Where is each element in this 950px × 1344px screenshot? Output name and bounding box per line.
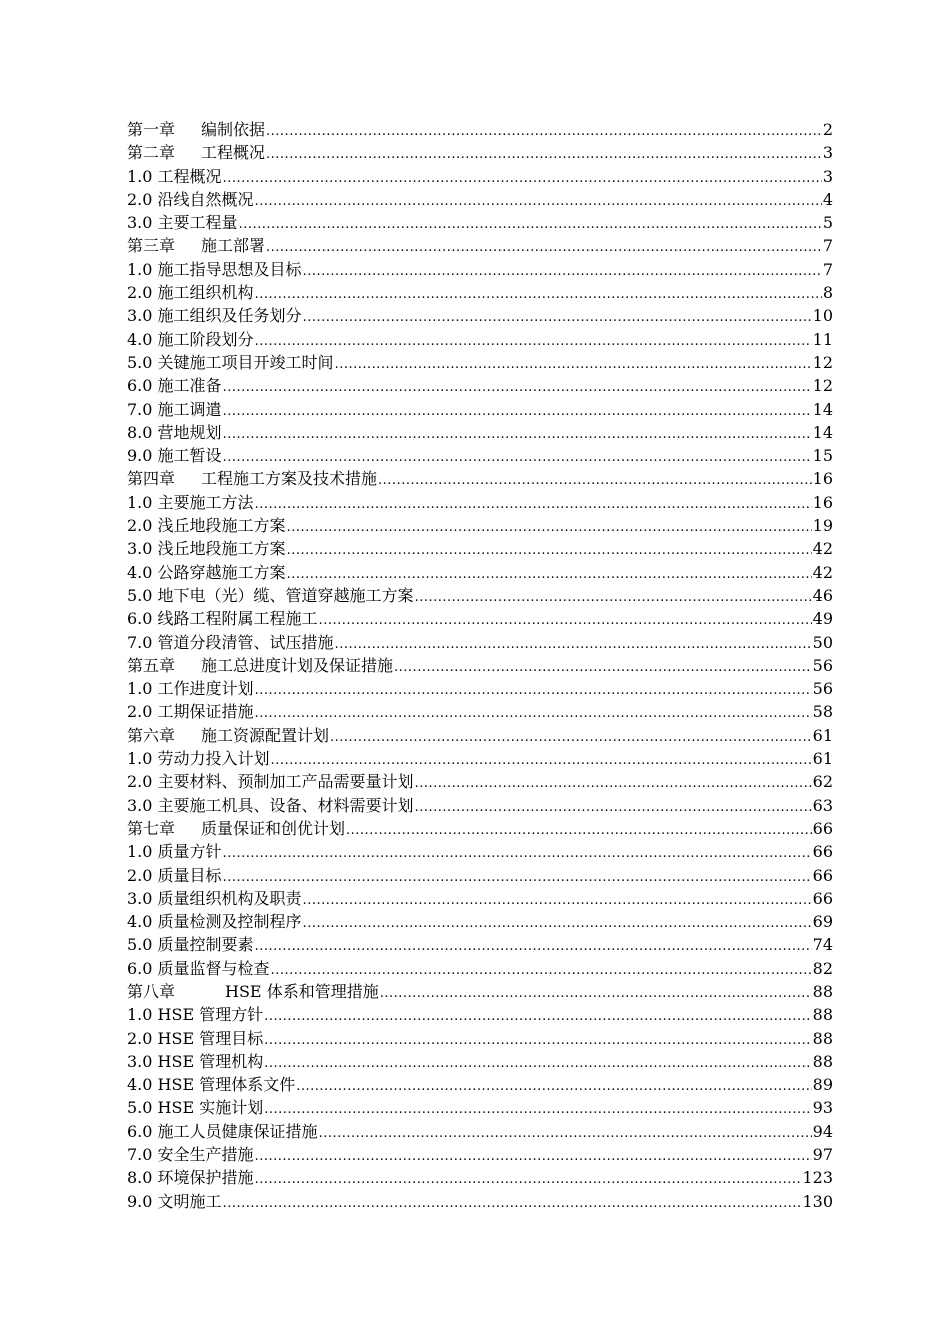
toc-entry-number: 1.0 bbox=[127, 749, 153, 769]
toc-entry-number: 5.0 bbox=[127, 585, 153, 605]
toc-dot-leader bbox=[264, 1052, 811, 1075]
toc-dot-leader bbox=[223, 167, 822, 190]
toc-section-entry[interactable] bbox=[127, 351, 833, 374]
toc-entry-number: 8.0 bbox=[127, 422, 153, 442]
toc-page-number: 19 bbox=[812, 516, 833, 536]
toc-entry-number: 第三章 bbox=[127, 236, 176, 256]
toc-entry-text: 环境保护措施 bbox=[157, 1168, 254, 1188]
toc-chapter-entry[interactable] bbox=[127, 118, 833, 141]
toc-section-entry[interactable] bbox=[127, 281, 833, 304]
toc-entry-text: 主要施工机具、设备、材料需要计划 bbox=[157, 795, 414, 815]
toc-page-number: 15 bbox=[812, 446, 833, 466]
toc-section-entry[interactable] bbox=[127, 328, 833, 351]
toc-entry-number: 第五章 bbox=[127, 655, 176, 675]
toc-entry-number: 5.0 bbox=[127, 935, 153, 955]
toc-entry-number: 5.0 bbox=[127, 352, 153, 372]
toc-entry-text: 施工调遣 bbox=[157, 399, 222, 419]
toc-dot-leader bbox=[223, 1192, 802, 1215]
toc-entry-number: 4.0 bbox=[127, 912, 153, 932]
toc-section-entry[interactable] bbox=[127, 933, 833, 956]
toc-entry-title bbox=[127, 677, 254, 700]
toc-page-number: 4 bbox=[822, 189, 833, 209]
toc-dot-leader bbox=[415, 796, 812, 819]
toc-section-entry[interactable] bbox=[127, 957, 833, 980]
toc-entry-title bbox=[127, 165, 222, 188]
toc-entry-title bbox=[127, 794, 414, 817]
toc-page-number: 5 bbox=[822, 213, 833, 233]
toc-entry-number: 3.0 bbox=[127, 306, 153, 326]
toc-entry-title bbox=[127, 724, 329, 747]
toc-dot-leader bbox=[223, 400, 812, 423]
toc-entry-number: 4.0 bbox=[127, 329, 153, 349]
toc-entry-title bbox=[127, 1096, 263, 1119]
toc-entry-title bbox=[127, 141, 265, 164]
toc-dot-leader bbox=[378, 469, 812, 492]
toc-entry-text: 工期保证措施 bbox=[157, 702, 254, 722]
toc-entry-number: 7.0 bbox=[127, 632, 153, 652]
toc-dot-leader bbox=[264, 1098, 811, 1121]
toc-entry-title bbox=[127, 770, 414, 793]
toc-entry-number: 6.0 bbox=[127, 958, 153, 978]
toc-entry-title bbox=[127, 864, 222, 887]
toc-section-entry[interactable] bbox=[127, 1166, 833, 1189]
toc-section-entry[interactable] bbox=[127, 1027, 833, 1050]
toc-page-number: 89 bbox=[812, 1075, 833, 1095]
toc-page-number: 93 bbox=[812, 1098, 833, 1118]
toc-section-entry[interactable] bbox=[127, 607, 833, 630]
toc-entry-text: HSE 实施计划 bbox=[157, 1098, 264, 1118]
toc-dot-leader bbox=[255, 1145, 812, 1168]
toc-page-number: 49 bbox=[812, 609, 833, 629]
toc-entry-title bbox=[127, 398, 222, 421]
toc-dot-leader bbox=[223, 446, 812, 469]
toc-entry-number: 2.0 bbox=[127, 1028, 153, 1048]
toc-page-number: 11 bbox=[812, 329, 833, 349]
toc-section-entry[interactable] bbox=[127, 1096, 833, 1119]
toc-entry-title bbox=[127, 1073, 295, 1096]
toc-section-entry[interactable] bbox=[127, 584, 833, 607]
toc-entry-number: 第一章 bbox=[127, 120, 176, 139]
toc-entry-number: 2.0 bbox=[127, 772, 153, 792]
toc-entry-title bbox=[127, 188, 254, 211]
toc-page-number: 42 bbox=[812, 562, 833, 582]
toc-dot-leader bbox=[255, 935, 812, 958]
toc-section-entry[interactable] bbox=[127, 514, 833, 537]
toc-entry-text: 施工组织机构 bbox=[157, 283, 254, 303]
toc-page-number: 61 bbox=[812, 749, 833, 769]
toc-entry-number: 6.0 bbox=[127, 609, 153, 629]
toc-entry-text: 主要材料、预制加工产品需要量计划 bbox=[157, 772, 414, 792]
toc-entry-number: 第六章 bbox=[127, 725, 176, 745]
toc-entry-title bbox=[127, 374, 222, 397]
toc-entry-number: 4.0 bbox=[127, 1075, 153, 1095]
toc-dot-leader bbox=[380, 982, 812, 1005]
toc-entry-number: 3.0 bbox=[127, 539, 153, 559]
toc-entry-number: 3.0 bbox=[127, 1051, 153, 1071]
toc-section-entry[interactable] bbox=[127, 444, 833, 467]
toc-entry-number: 6.0 bbox=[127, 376, 153, 396]
toc-dot-leader bbox=[303, 306, 812, 329]
toc-entry-text: 主要施工方法 bbox=[157, 492, 254, 512]
toc-entry-number: 9.0 bbox=[127, 446, 153, 466]
toc-page-number: 130 bbox=[802, 1191, 833, 1211]
toc-entry-text: 质量检测及控制程序 bbox=[157, 912, 302, 932]
toc-entry-text: 公路穿越施工方案 bbox=[157, 562, 286, 582]
toc-section-entry[interactable] bbox=[127, 770, 833, 793]
toc-dot-leader bbox=[255, 283, 822, 306]
toc-page-number: 94 bbox=[812, 1121, 833, 1141]
toc-dot-leader bbox=[255, 190, 822, 213]
toc-chapter-entry[interactable] bbox=[127, 724, 833, 747]
toc-dot-leader bbox=[255, 493, 812, 516]
toc-entry-title bbox=[127, 631, 334, 654]
toc-chapter-entry[interactable] bbox=[127, 141, 833, 164]
toc-page-number: 12 bbox=[812, 352, 833, 372]
toc-dot-leader bbox=[346, 819, 812, 842]
toc-entry-title bbox=[127, 118, 265, 141]
toc-dot-leader bbox=[319, 1122, 812, 1145]
toc-section-entry[interactable] bbox=[127, 840, 833, 863]
toc-section-entry[interactable] bbox=[127, 421, 833, 444]
toc-page-number: 62 bbox=[812, 772, 833, 792]
toc-entry-title bbox=[127, 421, 222, 444]
toc-entry-title bbox=[127, 1003, 263, 1026]
toc-dot-leader bbox=[239, 213, 822, 236]
toc-page-number: 16 bbox=[812, 469, 833, 489]
toc-entry-title bbox=[127, 654, 393, 677]
toc-entry-title bbox=[127, 281, 254, 304]
toc-entry-number: 3.0 bbox=[127, 213, 153, 233]
toc-entry-text: 沿线自然概况 bbox=[157, 189, 254, 209]
toc-page-number: 12 bbox=[812, 376, 833, 396]
toc-entry-text: 劳动力投入计划 bbox=[157, 749, 270, 769]
toc-page-number: 66 bbox=[812, 865, 833, 885]
toc-entry-text: 浅丘地段施工方案 bbox=[157, 539, 286, 559]
toc-entry-title bbox=[127, 444, 222, 467]
toc-dot-leader bbox=[266, 120, 822, 143]
toc-page-number: 97 bbox=[812, 1145, 833, 1165]
toc-dot-leader bbox=[255, 702, 812, 725]
toc-section-entry[interactable] bbox=[127, 1073, 833, 1096]
toc-entry-number: 第四章 bbox=[127, 469, 176, 489]
toc-entry-number: 3.0 bbox=[127, 888, 153, 908]
toc-entry-number: 6.0 bbox=[127, 1121, 153, 1141]
toc-entry-text: HSE 管理机构 bbox=[157, 1051, 264, 1071]
toc-entry-title bbox=[127, 980, 379, 1003]
toc-dot-leader bbox=[255, 330, 812, 353]
toc-entry-title bbox=[127, 537, 286, 560]
toc-dot-leader bbox=[223, 866, 812, 889]
toc-entry-number: 1.0 bbox=[127, 679, 153, 699]
toc-entry-text: 主要工程量 bbox=[157, 213, 238, 233]
toc-entry-number: 1.0 bbox=[127, 842, 153, 862]
toc-dot-leader bbox=[319, 609, 812, 632]
toc-page-number: 123 bbox=[802, 1168, 833, 1188]
toc-entry-number: 9.0 bbox=[127, 1191, 153, 1211]
toc-entry-number: 2.0 bbox=[127, 283, 153, 303]
toc-entry-number: 2.0 bbox=[127, 189, 153, 209]
toc-entry-text: 工程概况 bbox=[157, 166, 222, 186]
toc-page-number: 7 bbox=[822, 259, 833, 279]
toc-page-number: 3 bbox=[822, 143, 833, 163]
toc-section-entry[interactable] bbox=[127, 304, 833, 327]
toc-section-entry[interactable] bbox=[127, 1190, 833, 1213]
toc-entry-title bbox=[127, 328, 254, 351]
toc-entry-number: 8.0 bbox=[127, 1168, 153, 1188]
toc-entry-text: 线路工程附属工程施工 bbox=[157, 609, 318, 629]
toc-entry-title bbox=[127, 304, 302, 327]
toc-entry-number: 2.0 bbox=[127, 865, 153, 885]
toc-page-number: 58 bbox=[812, 702, 833, 722]
toc-entry-title bbox=[127, 351, 334, 374]
toc-entry-text: 施工暂设 bbox=[157, 446, 222, 466]
toc-entry-title bbox=[127, 933, 254, 956]
toc-page-number: 56 bbox=[812, 679, 833, 699]
toc-page-number: 82 bbox=[812, 958, 833, 978]
toc-entry-text: 施工人员健康保证措施 bbox=[157, 1121, 318, 1141]
toc-entry-text: 安全生产措施 bbox=[157, 1145, 254, 1165]
toc-entry-text: 质量保证和创优计划 bbox=[201, 818, 346, 838]
toc-dot-leader bbox=[303, 912, 812, 935]
toc-dot-leader bbox=[287, 539, 812, 562]
toc-page-number: 63 bbox=[812, 795, 833, 815]
toc-entry-number: 1.0 bbox=[127, 166, 153, 186]
toc-entry-text: HSE 管理目标 bbox=[157, 1028, 264, 1048]
toc-entry-text: 施工指导思想及目标 bbox=[157, 259, 302, 279]
toc-dot-leader bbox=[287, 516, 812, 539]
toc-dot-leader bbox=[266, 236, 822, 259]
toc-entry-number: 第七章 bbox=[127, 818, 176, 838]
toc-dot-leader bbox=[255, 679, 812, 702]
toc-entry-title bbox=[127, 514, 286, 537]
toc-entry-title bbox=[127, 584, 414, 607]
toc-entry-text: 质量控制要素 bbox=[157, 935, 254, 955]
toc-section-entry[interactable] bbox=[127, 794, 833, 817]
toc-section-entry[interactable] bbox=[127, 258, 833, 281]
toc-entry-text: 质量方针 bbox=[157, 842, 222, 862]
toc-entry-number: 7.0 bbox=[127, 1145, 153, 1165]
toc-entry-title bbox=[127, 491, 254, 514]
toc-entry-title bbox=[127, 607, 318, 630]
toc-dot-leader bbox=[271, 959, 812, 982]
toc-entry-title bbox=[127, 747, 270, 770]
toc-entry-text: 工作进度计划 bbox=[157, 679, 254, 699]
toc-section-entry[interactable] bbox=[127, 910, 833, 933]
toc-entry-text: 工程施工方案及技术措施 bbox=[201, 469, 378, 489]
toc-entry-number: 第八章 bbox=[127, 981, 176, 1001]
toc-section-entry[interactable] bbox=[127, 398, 833, 421]
toc-dot-leader bbox=[255, 1168, 802, 1191]
toc-entry-text: 质量组织机构及职责 bbox=[157, 888, 302, 908]
toc-entry-text: HSE 管理体系文件 bbox=[157, 1075, 296, 1095]
toc-entry-title bbox=[127, 561, 286, 584]
toc-entry-text: HSE 管理方针 bbox=[157, 1005, 264, 1025]
toc-section-entry[interactable] bbox=[127, 887, 833, 910]
toc-section-entry[interactable] bbox=[127, 561, 833, 584]
toc-page-number: 61 bbox=[812, 725, 833, 745]
toc-page-number: 8 bbox=[822, 283, 833, 303]
toc-dot-leader bbox=[287, 563, 812, 586]
toc-page-number: 46 bbox=[812, 585, 833, 605]
toc-page-number: 16 bbox=[812, 492, 833, 512]
toc-dot-leader bbox=[266, 143, 822, 166]
table-of-contents bbox=[127, 118, 833, 1213]
toc-section-entry[interactable] bbox=[127, 537, 833, 560]
toc-section-entry[interactable] bbox=[127, 188, 833, 211]
toc-dot-leader bbox=[330, 726, 812, 749]
toc-entry-text: 管道分段清管、试压措施 bbox=[157, 632, 334, 652]
toc-section-entry[interactable] bbox=[127, 1050, 833, 1073]
toc-section-entry[interactable] bbox=[127, 211, 833, 234]
toc-page-number: 88 bbox=[812, 1028, 833, 1048]
toc-entry-title bbox=[127, 910, 302, 933]
toc-section-entry[interactable] bbox=[127, 677, 833, 700]
toc-entry-number: 7.0 bbox=[127, 399, 153, 419]
toc-entry-number: 1.0 bbox=[127, 492, 153, 512]
toc-entry-text: 施工阶段划分 bbox=[157, 329, 254, 349]
toc-entry-title bbox=[127, 700, 254, 723]
toc-entry-text: 施工部署 bbox=[201, 236, 266, 256]
toc-entry-text: 文明施工 bbox=[157, 1191, 222, 1211]
toc-dot-leader bbox=[415, 586, 812, 609]
toc-dot-leader bbox=[335, 353, 812, 376]
toc-entry-text: 关键施工项目开竣工时间 bbox=[157, 352, 334, 372]
toc-dot-leader bbox=[264, 1005, 811, 1028]
toc-page-number: 2 bbox=[822, 120, 833, 139]
toc-dot-leader bbox=[303, 889, 812, 912]
toc-section-entry[interactable] bbox=[127, 700, 833, 723]
toc-page-number: 3 bbox=[822, 166, 833, 186]
toc-section-entry[interactable] bbox=[127, 165, 833, 188]
toc-entry-text: 地下电（光）缆、管道穿越施工方案 bbox=[157, 585, 414, 605]
toc-section-entry[interactable] bbox=[127, 1003, 833, 1026]
toc-page-number: 66 bbox=[812, 888, 833, 908]
toc-entry-text: 施工资源配置计划 bbox=[201, 725, 330, 745]
toc-entry-text: 营地规划 bbox=[157, 422, 222, 442]
toc-page-number: 88 bbox=[812, 981, 833, 1001]
toc-section-entry[interactable] bbox=[127, 374, 833, 397]
toc-entry-title bbox=[127, 887, 302, 910]
toc-entry-title bbox=[127, 234, 265, 257]
toc-dot-leader bbox=[415, 772, 812, 795]
toc-dot-leader bbox=[394, 656, 812, 679]
toc-entry-number: 2.0 bbox=[127, 516, 153, 536]
toc-page-number: 56 bbox=[812, 655, 833, 675]
toc-dot-leader bbox=[303, 260, 822, 283]
toc-entry-number: 4.0 bbox=[127, 562, 153, 582]
toc-page-number: 74 bbox=[812, 935, 833, 955]
toc-entry-title bbox=[127, 840, 222, 863]
toc-chapter-entry[interactable] bbox=[127, 467, 833, 490]
toc-entry-number: 第二章 bbox=[127, 143, 176, 163]
toc-entry-number: 5.0 bbox=[127, 1098, 153, 1118]
toc-dot-leader bbox=[264, 1029, 811, 1052]
toc-entry-number: 3.0 bbox=[127, 795, 153, 815]
toc-entry-text: 施工组织及任务划分 bbox=[157, 306, 302, 326]
toc-entry-title bbox=[127, 1143, 254, 1166]
toc-entry-title bbox=[127, 1120, 318, 1143]
toc-chapter-entry[interactable] bbox=[127, 654, 833, 677]
toc-entry-title bbox=[127, 1166, 254, 1189]
toc-section-entry[interactable] bbox=[127, 1120, 833, 1143]
toc-entry-number: 1.0 bbox=[127, 259, 153, 279]
toc-entry-title bbox=[127, 211, 238, 234]
toc-page-number: 10 bbox=[812, 306, 833, 326]
toc-dot-leader bbox=[223, 376, 812, 399]
toc-entry-text: 施工总进度计划及保证措施 bbox=[201, 655, 394, 675]
toc-dot-leader bbox=[271, 749, 812, 772]
toc-page-number: 66 bbox=[812, 818, 833, 838]
toc-dot-leader bbox=[296, 1075, 811, 1098]
toc-entry-title bbox=[127, 467, 377, 490]
toc-entry-text: 质量目标 bbox=[157, 865, 222, 885]
toc-entry-title bbox=[127, 1050, 263, 1073]
toc-chapter-entry[interactable] bbox=[127, 817, 833, 840]
toc-entry-title bbox=[127, 957, 270, 980]
toc-entry-number: 2.0 bbox=[127, 702, 153, 722]
toc-entry-title bbox=[127, 1027, 263, 1050]
toc-page-number: 7 bbox=[822, 236, 833, 256]
toc-entry-text: 浅丘地段施工方案 bbox=[157, 516, 286, 536]
toc-entry-text: 质量监督与检查 bbox=[157, 958, 270, 978]
toc-dot-leader bbox=[223, 842, 812, 865]
toc-page-number: 50 bbox=[812, 632, 833, 652]
toc-section-entry[interactable] bbox=[127, 1143, 833, 1166]
toc-entry-text: 施工准备 bbox=[157, 376, 222, 396]
toc-entry-text: 编制依据 bbox=[201, 120, 266, 139]
toc-dot-leader bbox=[223, 423, 812, 446]
toc-entry-title bbox=[127, 258, 302, 281]
toc-section-entry[interactable] bbox=[127, 491, 833, 514]
toc-entry-title bbox=[127, 1190, 222, 1213]
toc-page-number: 42 bbox=[812, 539, 833, 559]
toc-page-number: 14 bbox=[812, 399, 833, 419]
toc-chapter-entry[interactable] bbox=[127, 234, 833, 257]
toc-page-number: 69 bbox=[812, 912, 833, 932]
toc-dot-leader bbox=[335, 633, 812, 656]
toc-entry-number: 1.0 bbox=[127, 1005, 153, 1025]
toc-page-number: 14 bbox=[812, 422, 833, 442]
toc-section-entry[interactable] bbox=[127, 864, 833, 887]
toc-page-number: 88 bbox=[812, 1005, 833, 1025]
toc-entry-text: 工程概况 bbox=[201, 143, 266, 163]
toc-page-number: 66 bbox=[812, 842, 833, 862]
toc-section-entry[interactable] bbox=[127, 631, 833, 654]
toc-entry-text: HSE 体系和管理措施 bbox=[225, 981, 379, 1001]
toc-section-entry[interactable] bbox=[127, 747, 833, 770]
toc-chapter-entry[interactable] bbox=[127, 980, 833, 1003]
toc-entry-title bbox=[127, 817, 345, 840]
toc-page-number: 88 bbox=[812, 1051, 833, 1071]
